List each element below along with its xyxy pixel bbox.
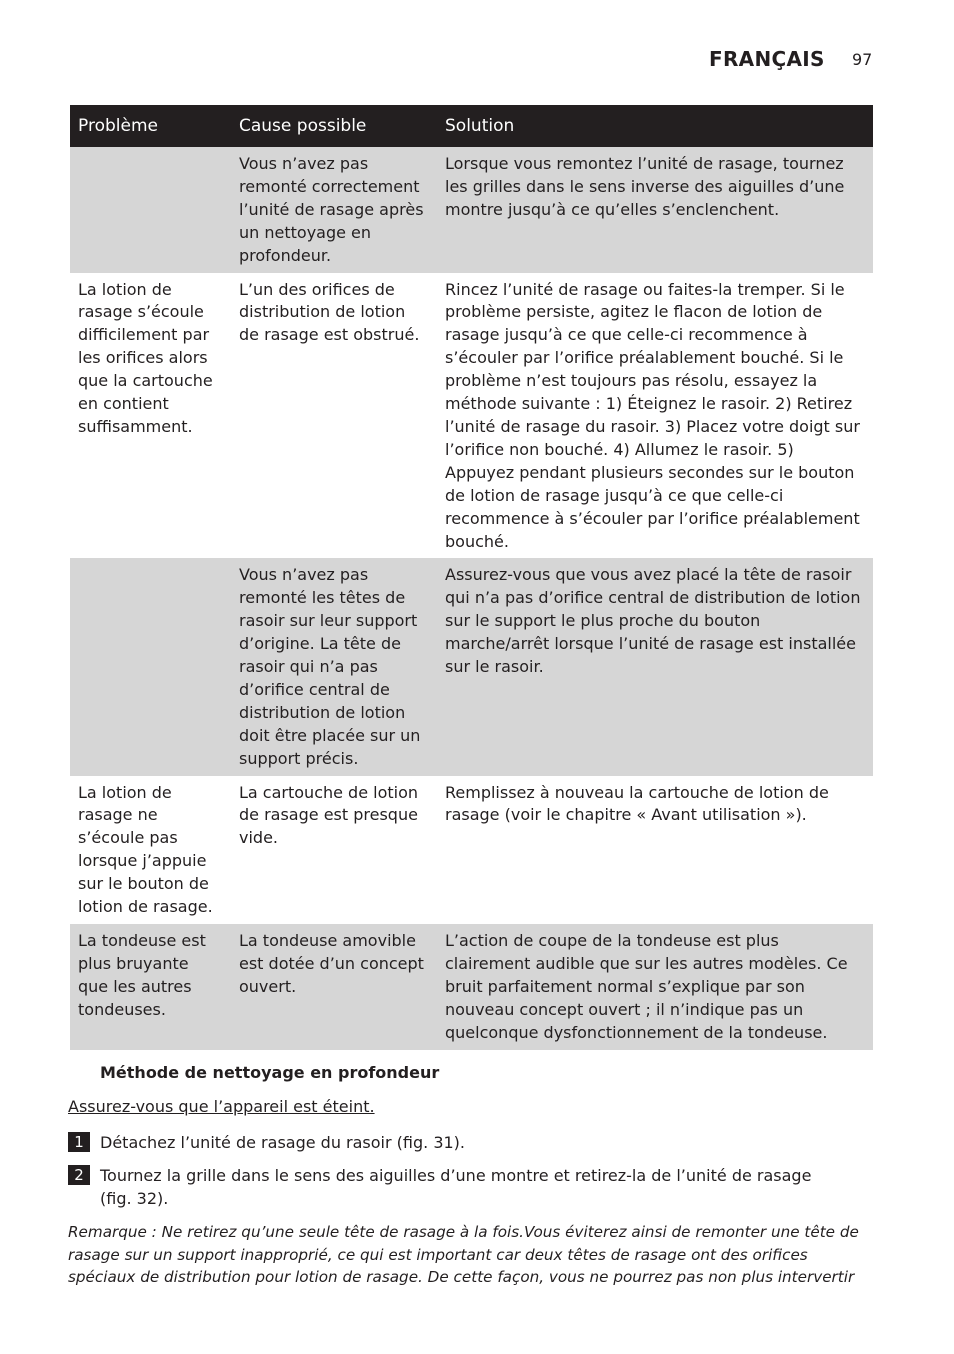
troubleshooting-table bbox=[70, 105, 873, 1050]
problem-cell bbox=[70, 558, 231, 775]
solution-cell: Assurez-vous que vous avez placé la tête de rasoir qui n’a pas d’orifice central de distribution de lotion sur le support le plus proche du bouton marche/arrêt lorsque l’unité de rasage est installée sur le rasoir. bbox=[437, 558, 873, 775]
cause-cell: Vous n’avez pas remonté correctement l’unité de rasage après un nettoyage en profondeur. bbox=[231, 147, 437, 273]
problem-cell: La lotion de rasage ne s’écoule pas lorsque j’appuie sur le bouton de lotion de rasage. bbox=[70, 776, 231, 924]
column-header-problem: Problème bbox=[70, 105, 231, 147]
problem-cell bbox=[70, 147, 231, 273]
solution-cell: Rincez l’unité de rasage ou faites-la tremper. Si le problème persiste, agitez le flacon de lotion de rasage jusqu’à ce que celle-ci recommence à s’écouler par l’orifice préalablement bouché. Si le problème n’est toujours pas résolu, essayez la méthode suivante : 1) Éteignez le rasoir. 2) Retirez l’unité de rasage du rasoir. 3) Placez votre doigt sur l’orifice non bouché. 4) Allumez le rasoir. 5) Appuyez pendant plusieurs secondes sur le bouton de lotion de rasage jusqu’à ce que celle-ci recommence à s’écouler par l’orifice préalablement bouché. bbox=[437, 273, 873, 559]
page-number: 97 bbox=[852, 50, 873, 69]
problem-cell: La tondeuse est plus bruyante que les autres tondeuses. bbox=[70, 924, 231, 1050]
solution-cell: Remplissez à nouveau la cartouche de lotion de rasage (voir le chapitre « Avant utilisation »). bbox=[437, 776, 873, 924]
table-row bbox=[70, 147, 873, 273]
step-text: Tournez la grille dans le sens des aiguilles d’une montre et retirez-la de l’unité de rasage (fig. 32). bbox=[100, 1166, 812, 1208]
step-number-badge: 1 bbox=[68, 1132, 90, 1152]
cause-cell: L’un des orifices de distribution de lotion de rasage est obstrué. bbox=[231, 273, 437, 559]
problem-cell: La lotion de rasage s’écoule difficilement par les orifices alors que la cartouche en contient suffisamment. bbox=[70, 273, 231, 559]
column-header-cause: Cause possible bbox=[231, 105, 437, 147]
solution-cell: L’action de coupe de la tondeuse est plus clairement audible que sur les autres modèles. Ce bruit parfaitement normal s’explique par son nouveau concept ouvert ; il n’indique pas un quelconque dysfonctionnement de la tondeuse. bbox=[437, 924, 873, 1050]
table-row bbox=[70, 558, 873, 775]
solution-cell: Lorsque vous remontez l’unité de rasage, tournez les grilles dans le sens inverse des aiguilles d’une montre jusqu’à ce qu’elles s’enclenchent. bbox=[437, 147, 873, 273]
cause-cell: La tondeuse amovible est dotée d’un concept ouvert. bbox=[231, 924, 437, 1050]
table-row bbox=[70, 924, 873, 1050]
table-row bbox=[70, 776, 873, 924]
step-number-badge: 2 bbox=[68, 1165, 90, 1185]
table-header-row bbox=[70, 105, 873, 147]
column-header-solution: Solution bbox=[437, 105, 873, 147]
table-row bbox=[70, 273, 873, 559]
precondition-text: Assurez-vous que l’appareil est éteint. bbox=[68, 1097, 375, 1116]
language-header: FRANÇAIS bbox=[709, 47, 825, 71]
cause-cell: La cartouche de lotion de rasage est presque vide. bbox=[231, 776, 437, 924]
section-title: Méthode de nettoyage en profondeur bbox=[100, 1063, 440, 1082]
note-paragraph: Remarque : Ne retirez qu’une seule tête de rasage à la fois.Vous éviterez ainsi de remonter une tête de rasage sur un support inapproprié, ce qui est important car deux têtes de rasage ont des orifices spéciaux de distribution pour lotion de rasage. De cette façon, vous ne pourrez pas non plus intervertir bbox=[68, 1223, 859, 1287]
step-text: Détachez l’unité de rasage du rasoir (fig. 31). bbox=[100, 1133, 465, 1152]
cause-cell: Vous n’avez pas remonté les têtes de rasoir sur leur support d’origine. La tête de rasoir qui n’a pas d’orifice central de distribution de lotion doit être placée sur un support précis. bbox=[231, 558, 437, 775]
